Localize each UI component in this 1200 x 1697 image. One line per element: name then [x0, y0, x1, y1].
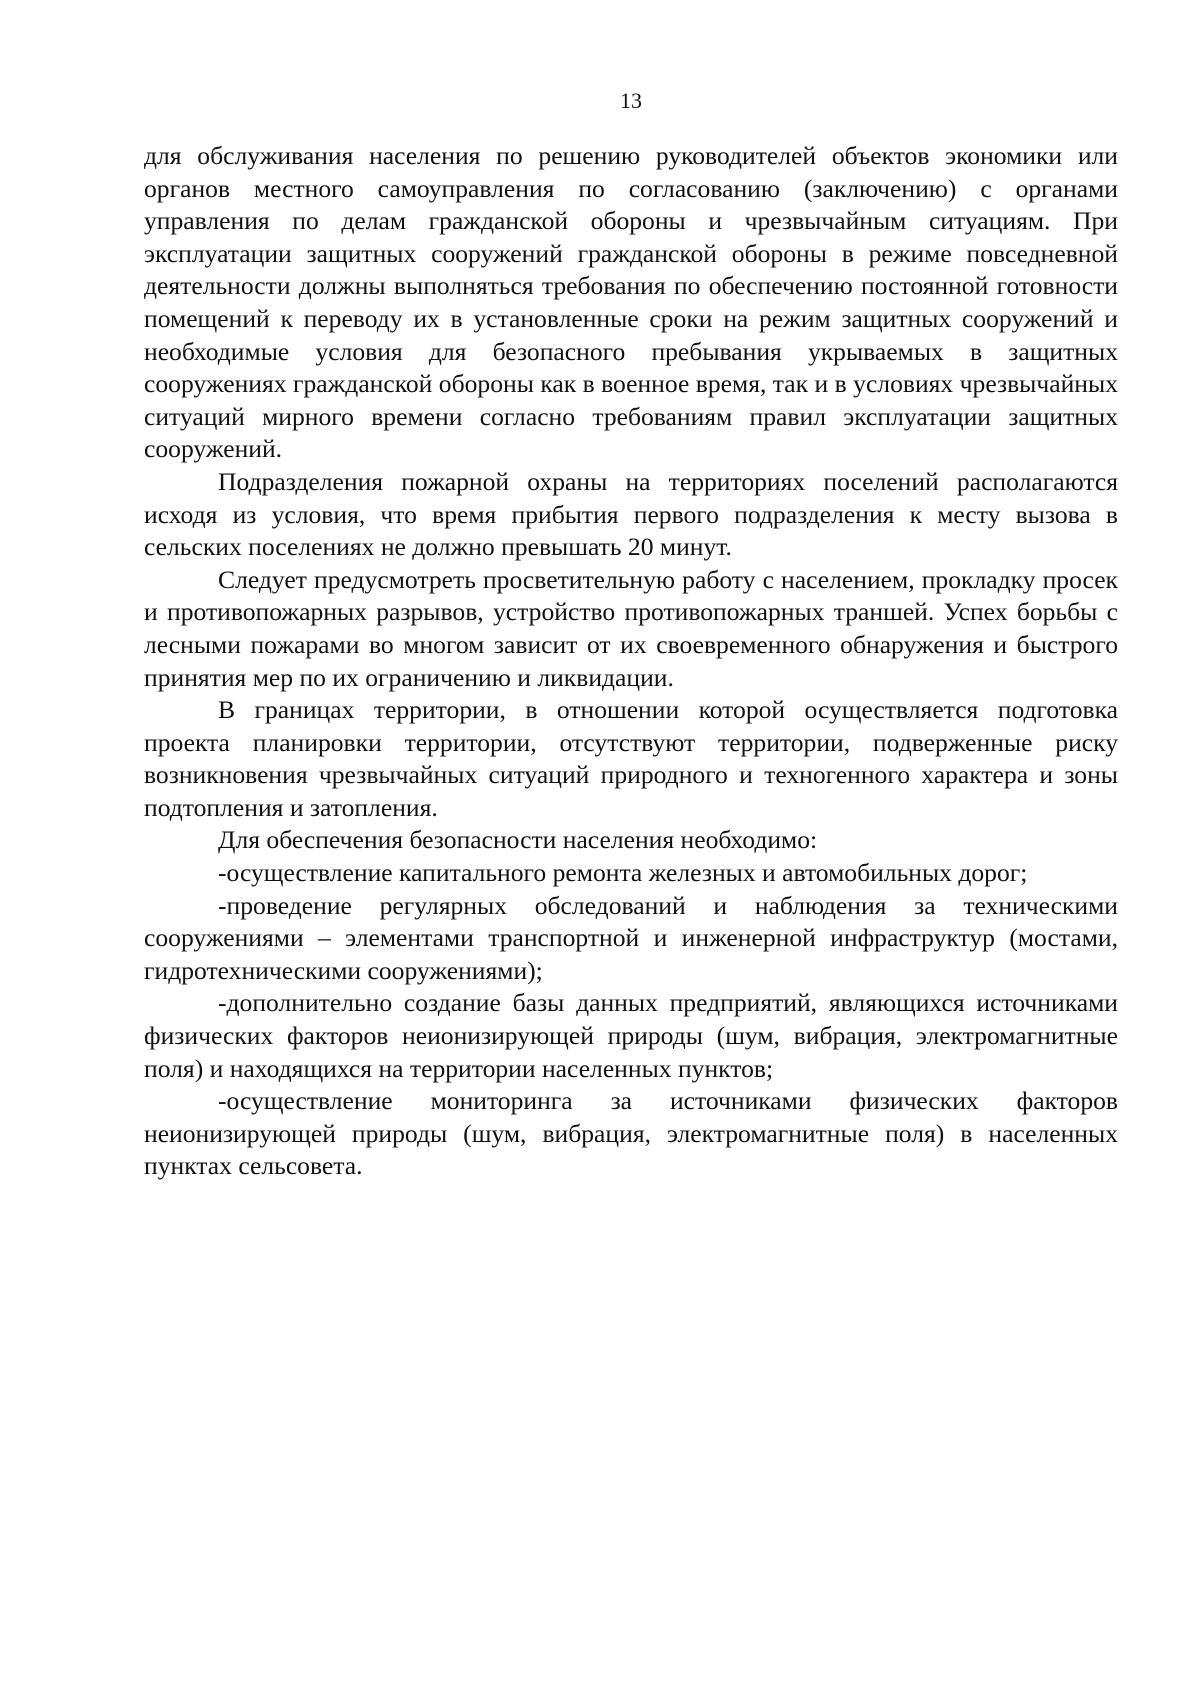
- paragraph-shelters-continuation: для обслуживания населения по решению руководителей объектов экономики или органов местного самоуправления по согласованию (заключению) с органами управления по делам гражданской обороны и чрезвычайным ситуациям. При эксплуатации защитных сооружений гражданской обороны в режиме повседневной деятельности должны выполняться требования по обеспечению постоянной готовности помещений к переводу их в установленные сроки на режим защитных сооружений и необходимые условия для безопасного пребывания укрываемых в защитных сооружениях гражданской обороны как в военное время, так и в условиях чрезвычайных ситуаций мирного времени согласно требованиям правил эксплуатации защитных сооружений.: [144, 141, 1118, 464]
- paragraph-safety-measures-intro: Для обеспечения безопасности населения необходимо:: [218, 825, 818, 855]
- list-item-road-repair: -осуществление капитального ремонта железных и автомобильных дорог;: [218, 858, 1028, 888]
- list-item-monitoring: -осуществление мониторинга за источниками физических факторов неионизирующей природы (шум, вибрация, электромагнитные поля) в населенных пунктах сельсовета.: [144, 1086, 1118, 1181]
- paragraph-forest-fires: Следует предусмотреть просветительную работу с населением, прокладку просек и противопожарных разрывов, устройство противопожарных траншей. Успех борьбы с лесными пожарами во многом зависит от их своевременного обнаружения и быстрого принятия мер по их ограничению и ликвидации.: [144, 564, 1118, 692]
- paragraph-fire-protection: Подразделения пожарной охраны на территориях поселений располагаются исходя из условия, что время прибытия первого подразделения к месту вызова в сельских поселениях не должно превышать 20 минут.: [144, 466, 1118, 562]
- document-body: [144, 140, 1118, 1183]
- paragraph-emergency-risk: В границах территории, в отношении которой осуществляется подготовка проекта планировки территории, отсутствуют территории, подверженные риску возникновения чрезвычайных ситуаций природного и техногенного характера и зоны подтопления и затопления.: [144, 695, 1118, 822]
- page-number: 13: [620, 88, 642, 113]
- list-item-database: -дополнительно создание базы данных предприятий, являющихся источниками физических факторов неионизирующей природы (шум, вибрация, электромагнитные поля) и находящихся на территории населенных пунктов;: [144, 988, 1118, 1083]
- list-item-inspections: -проведение регулярных обследований и наблюдения за техническими сооружениями – элементами транспортной и инженерной инфраструктур (мостами, гидротехническими сооружениями);: [144, 890, 1118, 985]
